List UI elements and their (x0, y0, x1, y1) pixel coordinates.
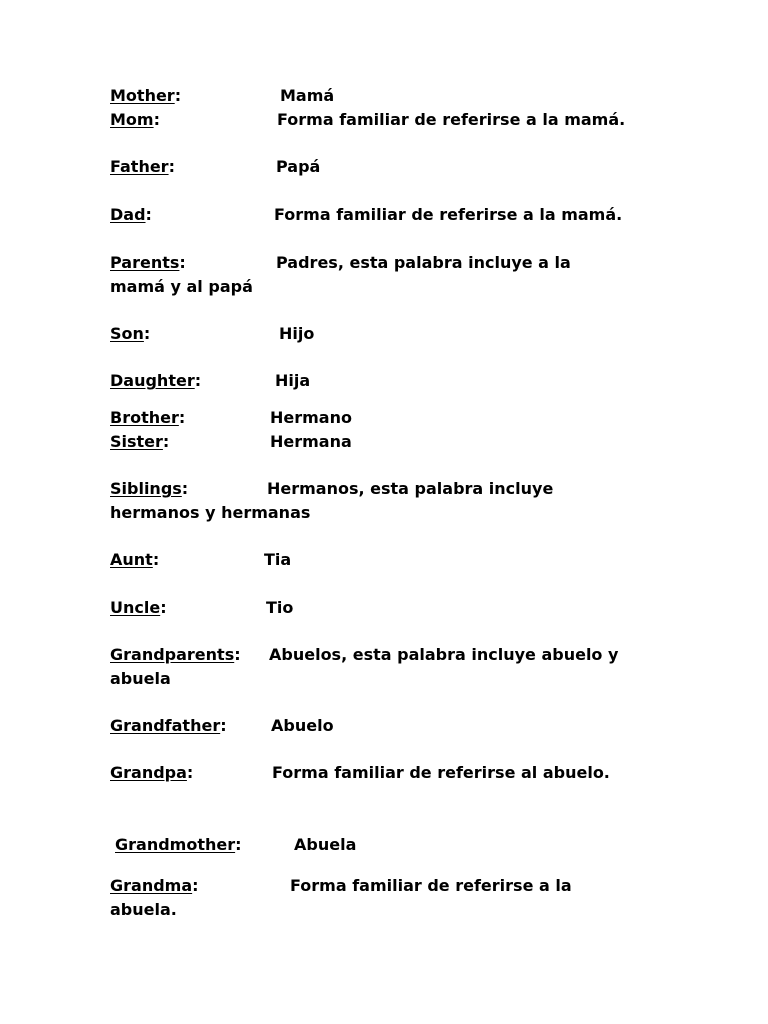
entry-aunt (110, 549, 292, 571)
definition-father: Papá (276, 157, 321, 176)
term-grandparents: Grandparents (110, 645, 235, 664)
term-colon: : (174, 86, 182, 105)
definition-sister: Hermana (270, 432, 352, 451)
definition-grandmother: Abuela (294, 835, 357, 854)
term-colon: : (234, 645, 241, 664)
term-colon: : (145, 205, 152, 224)
term-colon: : (143, 324, 151, 343)
definition-grandfather: Abuelo (271, 716, 334, 735)
term-colon: : (181, 479, 189, 498)
entry-siblings (110, 478, 554, 500)
term-son: Son (110, 324, 144, 343)
term-dad: Dad (110, 205, 146, 224)
term-aunt: Aunt (110, 550, 153, 569)
term-parents: Parents (110, 253, 180, 272)
definition-dad: Forma familiar de referirse a la mamá. (274, 205, 623, 224)
definition-grandma: Forma familiar de referirse a la (290, 876, 572, 895)
term-daughter: Daughter (110, 371, 195, 390)
term-grandpa: Grandpa (110, 763, 187, 782)
term-grandmother: Grandmother (115, 835, 236, 854)
entry-brother (110, 407, 352, 429)
definition-grandma-continued: abuela. (110, 900, 177, 919)
definition-mom: Forma familiar de referirse a la mamá. (277, 110, 626, 129)
entry-parents (110, 252, 571, 274)
term-colon: : (152, 550, 160, 569)
term-sister: Sister (110, 432, 163, 451)
definition-siblings-continued: hermanos y hermanas (110, 503, 311, 522)
term-colon: : (220, 716, 227, 735)
definition-mother: Mamá (280, 86, 335, 105)
definition-brother: Hermano (270, 408, 352, 427)
term-grandfather: Grandfather (110, 716, 221, 735)
entry-mom (110, 109, 626, 131)
term-colon: : (179, 253, 186, 272)
definition-uncle: Tio (266, 598, 294, 617)
term-colon: : (178, 408, 186, 427)
term-uncle: Uncle (110, 598, 161, 617)
definition-grandparents-continued: abuela (110, 669, 171, 688)
term-mom: Mom (110, 110, 154, 129)
term-colon: : (186, 763, 194, 782)
term-colon: : (192, 876, 199, 895)
entry-mother (110, 85, 335, 107)
term-mother: Mother (110, 86, 175, 105)
definition-aunt: Tia (264, 550, 292, 569)
entry-daughter (110, 370, 311, 392)
definition-grandpa: Forma familiar de referirse al abuelo. (272, 763, 610, 782)
entry-grandpa (110, 762, 610, 784)
term-father: Father (110, 157, 169, 176)
definition-son: Hijo (279, 324, 315, 343)
term-colon: : (160, 598, 167, 617)
term-siblings: Siblings (110, 479, 182, 498)
term-colon: : (194, 371, 202, 390)
entry-grandparents (110, 644, 619, 666)
term-grandma: Grandma (110, 876, 193, 895)
entry-son (110, 323, 315, 345)
definition-grandparents: Abuelos, esta palabra incluye abuelo y (269, 645, 619, 664)
term-colon: : (235, 835, 242, 854)
entry-uncle (110, 597, 294, 619)
definition-parents: Padres, esta palabra incluye a la (276, 253, 571, 272)
definition-siblings: Hermanos, esta palabra incluye (267, 479, 554, 498)
entry-dad (110, 204, 623, 226)
definition-parents-continued: mamá y al papá (110, 277, 253, 296)
entry-father (110, 156, 321, 178)
entry-grandma (110, 875, 572, 897)
definition-daughter: Hija (275, 371, 311, 390)
entry-sister (110, 431, 352, 453)
term-colon: : (168, 157, 175, 176)
term-colon: : (162, 432, 170, 451)
entry-grandmother (115, 834, 357, 856)
entry-grandfather (110, 715, 334, 737)
term-brother: Brother (110, 408, 179, 427)
term-colon: : (153, 110, 160, 129)
